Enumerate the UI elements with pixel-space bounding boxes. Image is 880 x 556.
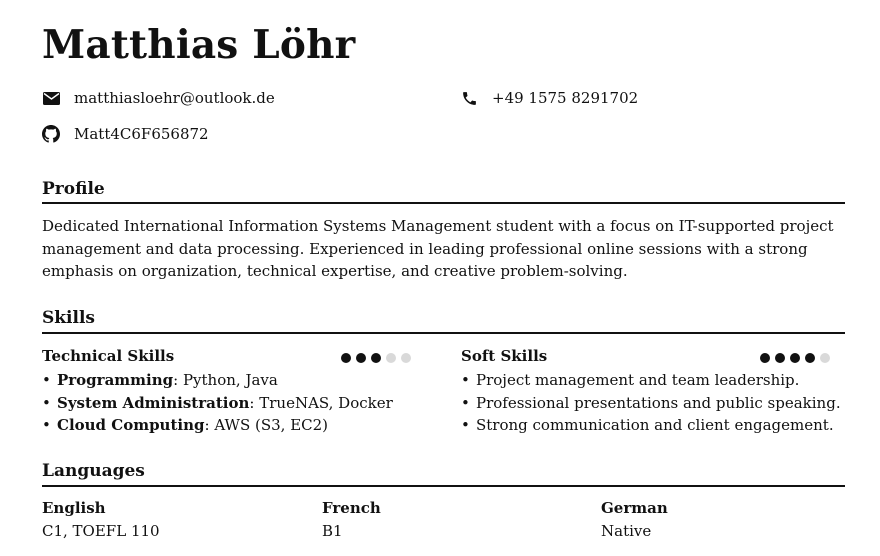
list-item	[42, 369, 393, 392]
skill-label: Programming	[57, 371, 174, 389]
email-text[interactable]: matthiasloehr@outlook.de	[74, 89, 275, 107]
phone-icon	[460, 89, 478, 107]
profile-text: Dedicated International Information Systems Management student with a focus on IT-supported project management and data processing. Experienced in leading professional online sessions with a strong emphasis on organization, technical expertise, and creative problem-solving.	[42, 217, 834, 280]
candidate-name: Matthias Löhr	[42, 22, 356, 68]
technical-skills-rating	[341, 353, 411, 363]
rating-dot-filled	[371, 353, 381, 363]
rating-dot-filled	[356, 353, 366, 363]
list-item: • Project management and team leadership.	[461, 369, 841, 392]
soft-skills-title: Soft Skills	[461, 347, 548, 365]
profile-heading: Profile	[42, 179, 105, 199]
language-level: Native	[601, 522, 652, 540]
soft-skills-list	[461, 369, 841, 437]
list-item: • Strong communication and client engagement.	[461, 414, 841, 437]
envelope-icon	[42, 89, 60, 107]
skill-value: : AWS (S3, EC2)	[204, 416, 329, 434]
skill-label: Cloud Computing	[57, 416, 205, 434]
contact-phone[interactable]	[460, 89, 638, 107]
skill-label: System Administration	[57, 393, 250, 412]
rating-dot-empty	[386, 353, 396, 363]
languages-heading: Languages	[42, 461, 145, 481]
languages-divider	[42, 485, 845, 487]
skills-divider	[42, 332, 845, 334]
rating-dot-empty	[401, 353, 411, 363]
profile-divider	[42, 202, 845, 204]
github-text[interactable]: Matt4C6F656872	[74, 125, 209, 143]
language-name: French	[322, 499, 381, 517]
rating-dot-filled	[341, 353, 351, 363]
language-level: B1	[322, 522, 343, 540]
soft-skills-rating	[760, 353, 830, 363]
technical-skills-list	[42, 369, 393, 437]
rating-dot-filled	[775, 353, 785, 363]
rating-dot-filled	[805, 353, 815, 363]
github-icon	[42, 125, 60, 143]
list-item: • Professional presentations and public speaking.	[461, 392, 841, 415]
list-item	[42, 414, 393, 437]
language-level: C1, TOEFL 110	[42, 522, 160, 540]
technical-skills-title: Technical Skills	[42, 347, 175, 365]
rating-dot-filled	[760, 353, 770, 363]
contact-github[interactable]	[42, 125, 209, 143]
list-item	[42, 392, 393, 415]
language-name: English	[42, 499, 106, 517]
skill-value: : TrueNAS, Docker	[249, 393, 393, 412]
contact-email[interactable]	[42, 89, 275, 107]
rating-dot-filled	[790, 353, 800, 363]
phone-text[interactable]: +49 1575 8291702	[492, 89, 639, 107]
skill-value: : Python, Java	[173, 371, 278, 389]
language-name: German	[601, 499, 668, 517]
rating-dot-empty	[820, 353, 830, 363]
skills-heading: Skills	[42, 308, 96, 328]
